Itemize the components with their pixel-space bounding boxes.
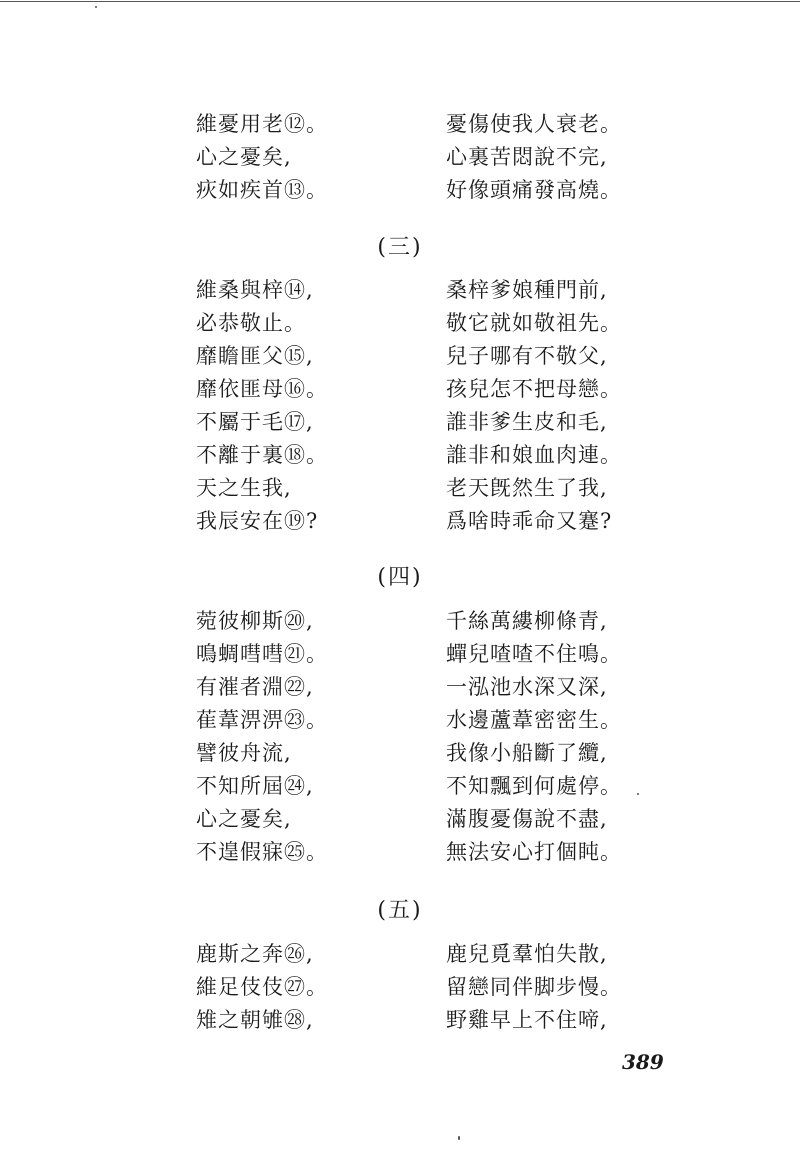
section-heading: (三): [377, 235, 423, 260]
translation-line: 留戀同伴脚步慢。: [446, 975, 622, 999]
translation-line: 野雞早上不住啼,: [446, 1008, 608, 1032]
translation-line: 鹿兒覓羣怕失散,: [446, 942, 608, 966]
translation-line: 一泓池水深又深,: [446, 675, 608, 699]
scan-speck: [637, 793, 639, 795]
page-number: 389: [622, 1050, 664, 1074]
original-line: 鳴蜩嘒嘒㉑。: [196, 642, 328, 666]
original-line: 我辰安在⑲?: [196, 509, 319, 533]
translation-line: 無法安心打個盹。: [446, 840, 622, 864]
translation-line: 憂傷使我人衰老。: [446, 112, 622, 136]
translation-line: 誰非爹生皮和毛,: [446, 410, 608, 434]
translation-line: 兒子哪有不敬父,: [446, 344, 608, 368]
section-heading: (四): [377, 565, 423, 590]
original-line: 心之憂矣,: [196, 145, 292, 169]
original-line: 必恭敬止。: [196, 311, 306, 335]
translation-line: 敬它就如敬祖先。: [446, 311, 622, 335]
translation-line: 誰非和娘血肉連。: [446, 443, 622, 467]
translation-line: 水邊蘆葦密密生。: [446, 708, 622, 732]
top-border-rule: [0, 1, 800, 2]
translation-line: 爲啥時乖命又蹇?: [446, 509, 613, 533]
translation-line: 蟬兒喳喳不住鳴。: [446, 642, 622, 666]
original-line: 疢如疾首⑬。: [196, 178, 328, 202]
translation-line: 孩兒怎不把母戀。: [446, 377, 622, 401]
translation-line: 心裏苦悶說不完,: [446, 145, 608, 169]
scan-speck: [458, 1136, 460, 1140]
original-line: 不屬于毛⑰,: [196, 410, 314, 434]
translation-line: 滿腹憂傷說不盡,: [446, 807, 608, 831]
section-heading: (五): [377, 898, 423, 923]
original-line: 不離于裏⑱。: [196, 443, 328, 467]
translation-line: 好像頭痛發高燒。: [446, 178, 622, 202]
original-line: 靡瞻匪父⑮,: [196, 344, 314, 368]
original-line: 維憂用老⑫。: [196, 112, 328, 136]
translation-line: 不知飄到何處停。: [446, 774, 622, 798]
original-line: 菀彼柳斯⑳,: [196, 609, 314, 633]
original-line: 靡依匪母⑯。: [196, 377, 328, 401]
translation-line: 我像小船斷了纜,: [446, 741, 608, 765]
translation-line: 老天旣然生了我,: [446, 476, 608, 500]
original-line: 有漼者淵㉒,: [196, 675, 314, 699]
original-line: 心之憂矣,: [196, 807, 292, 831]
translation-line: 桑梓爹娘種門前,: [446, 278, 608, 302]
original-line: 鹿斯之奔㉖,: [196, 942, 314, 966]
original-line: 維足伎伎㉗。: [196, 975, 328, 999]
original-line: 不遑假寐㉕。: [196, 840, 328, 864]
original-line: 不知所屆㉔,: [196, 774, 314, 798]
translation-line: 千絲萬縷柳條青,: [446, 609, 608, 633]
original-line: 雉之朝雊㉘,: [196, 1008, 314, 1032]
original-line: 天之生我,: [196, 476, 292, 500]
original-line: 譬彼舟流,: [196, 741, 292, 765]
original-line: 萑葦淠淠㉓。: [196, 708, 328, 732]
original-line: 維桑與梓⑭,: [196, 278, 314, 302]
scan-speck: [95, 6, 97, 8]
